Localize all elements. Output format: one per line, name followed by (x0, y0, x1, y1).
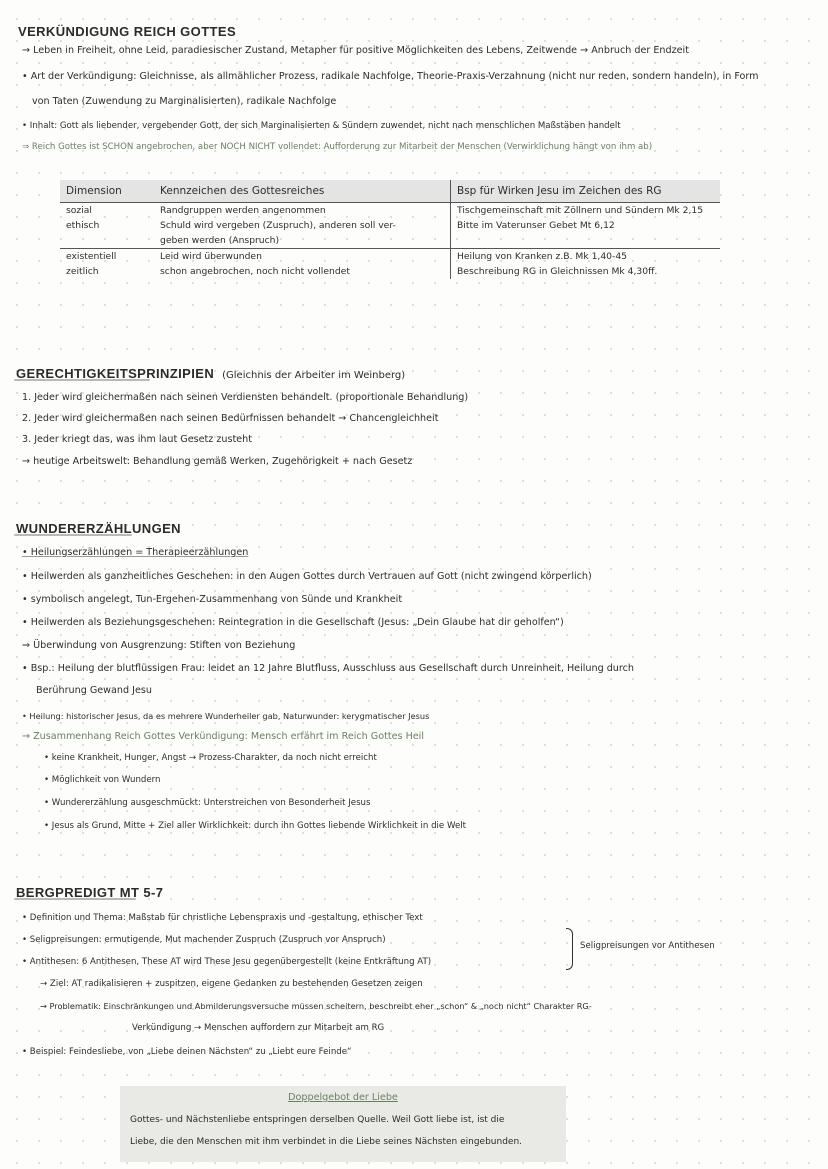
heading-text: GERECHTIGKEITSPRINZIPIEN (16, 366, 215, 381)
text-line: • Inhalt: Gott als liebender, vergebender Gott, der sich Marginalisierten & Sündern zuwendet, nicht nach menschlichen Maßstäben handelt (22, 121, 621, 131)
table-cell: geben werden (Anspruch) (154, 233, 451, 249)
list-item: • Definition und Thema: Maßstab für christliche Lebenspraxis und -gestaltung, ethischer Text (22, 913, 423, 923)
box-text-line: Liebe, die den Menschen mit ihm verbindet in die Liebe seines Nächsten eingebunden. (130, 1137, 523, 1147)
brace-note: Seligpreisungen vor Antithesen (580, 941, 715, 951)
section-title-gerechtigkeit (16, 366, 405, 381)
list-item: • Heilungserzählungen = Therapieerzählungen (22, 547, 249, 558)
list-item: → Ziel: AT radikalisieren + zuspitzen, eigene Gedanken zu bestehenden Gesetzen zeigen (40, 979, 423, 989)
list-item: • keine Krankheit, Hunger, Angst → Prozess-Charakter, da noch nicht erreicht (44, 753, 377, 763)
table-cell: Leid wird überwunden (154, 249, 451, 265)
list-item: • Jesus als Grund, Mitte + Ziel aller Wirklichkeit: durch ihn Gottes liebende Wirklichkeit in die Welt (44, 821, 466, 831)
table-cell: sozial (66, 205, 92, 216)
list-item: → heutige Arbeitswelt: Behandlung gemäß Werken, Zugehörigkeit + nach Gesetz (22, 456, 413, 467)
box-text-line: Gottes- und Nächstenliebe entspringen derselben Quelle. Weil Gott liebe ist, ist die (130, 1115, 505, 1125)
text-line: • Art der Verkündigung: Gleichnisse, als allmählicher Prozess, radikale Nachfolge, Theorie-Praxis-Verzahnung (nicht nur reden, sondern handeln), in Form (22, 71, 759, 82)
table-header: Dimension (60, 180, 154, 203)
highlight-box (120, 1086, 566, 1162)
list-item: 1. Jeder wird gleichermaßen nach seinen Verdiensten behandelt. (proportionale Behandlung) (22, 392, 469, 403)
table-cell (451, 233, 721, 249)
list-item: • Seligpreisungen: ermutigende, Mut machender Zuspruch (Zuspruch vor Anspruch) (22, 935, 386, 945)
list-item: • Antithesen: 6 Antithesen, These AT wird These Jesu gegenübergestellt (keine Entkräftung AT) (22, 957, 432, 967)
list-item: 3. Jeder kriegt das, was ihm laut Gesetz zusteht (22, 434, 253, 445)
table-row (60, 233, 720, 249)
text-line: von Taten (Zuwendung zu Marginalisierten), radikale Nachfolge (32, 96, 337, 107)
section-title-wunder: WUNDERERZÄHLUNGEN (16, 521, 181, 536)
list-item: • Heilwerden als ganzheitliches Geschehen: in den Augen Gottes durch Vertrauen auf Gott (nicht zwingend körperlich) (22, 571, 592, 582)
list-item: • Heilwerden als Beziehungsgeschehen: Reintegration in die Gesellschaft (Jesus: „Dein Glaube hat dir geholfen“) (22, 617, 564, 628)
section-title-bergpredigt: BERGPREDIGT MT 5-7 (16, 885, 164, 900)
list-item: • Heilung: historischer Jesus, da es mehrere Wunderheiler gab, Naturwunder: kerygmatischer Jesus (22, 711, 430, 721)
list-item: 2. Jeder wird gleichermaßen nach seinen Bedürfnissen behandelt → Chancengleichheit (22, 413, 439, 424)
table-row (60, 264, 720, 279)
box-title: Doppelgebot der Liebe (288, 1092, 398, 1103)
list-item: • Möglichkeit von Wundern (44, 775, 161, 785)
table-row (60, 203, 720, 219)
table-header-row (60, 180, 720, 203)
table-cell: Randgruppen werden angenommen (154, 203, 451, 219)
list-item: • Bsp.: Heilung der blutflüssigen Frau: leidet an 12 Jahre Blutfluss, Ausschluss aus Gesellschaft durch Unreinheit, Heilung durch (22, 663, 634, 674)
table-row (60, 249, 720, 265)
heading-subtitle: (Gleichnis der Arbeiter im Weinberg) (222, 370, 406, 381)
table-header: Bsp für Wirken Jesu im Zeichen des RG (451, 180, 721, 203)
table-header: Kennzeichen des Gottesreiches (154, 180, 451, 203)
list-item: • Beispiel: Feindesliebe, von „Liebe deinen Nächsten“ zu „Liebt eure Feinde“ (22, 1047, 352, 1057)
list-item: Verkündigung → Menschen auffordern zur Mitarbeit am RG (132, 1023, 385, 1033)
list-item: → Problematik: Einschränkungen und Abmilderungsversuche müssen scheitern, beschreibt eher „schon“ & „noch nicht“ Charakter RG- (40, 1001, 592, 1011)
table-cell: Tischgemeinschaft mit Zöllnern und Sündern Mk 2,15 (457, 205, 704, 216)
list-item: • Wundererzählung ausgeschmückt: Unterstreichen von Besonderheit Jesus (44, 798, 371, 808)
table-cell: Bitte im Vaterunser Gebet Mt 6,12 (457, 220, 615, 231)
table-row (60, 218, 720, 233)
brace (566, 928, 573, 970)
table-cell: Heilung von Kranken z.B. Mk 1,40-45 (451, 249, 721, 265)
text-line: ⇒ Reich Gottes ist SCHON angebrochen, aber NOCH NICHT vollendet: Aufforderung zur Mitarbeit der Menschen (Verwirklichung hängt von ihm ab) (22, 142, 653, 152)
list-item: • symbolisch angelegt, Tun-Ergehen-Zusammenhang von Sünde und Krankheit (22, 594, 403, 605)
table-cell: Beschreibung RG in Gleichnissen Mk 4,30ff. (457, 266, 658, 277)
table-cell: zeitlich (66, 266, 99, 277)
list-item: Berührung Gewand Jesu (36, 685, 152, 696)
table-cell: existentiell (60, 249, 154, 265)
table-cell: schon angebrochen, noch nicht vollendet (154, 264, 451, 279)
dimension-table (60, 180, 720, 279)
table-cell: Schuld wird vergeben (Zuspruch), anderen soll ver- (154, 218, 451, 233)
list-item: ⇒ Überwindung von Ausgrenzung: Stiften von Beziehung (22, 640, 296, 651)
section-title-reich-gottes: VERKÜNDIGUNG REICH GOTTES (18, 24, 237, 39)
list-item: → Zusammenhang Reich Gottes Verkündigung: Mensch erfährt im Reich Gottes Heil (22, 731, 425, 742)
table-cell: ethisch (66, 220, 100, 231)
text-line: → Leben in Freiheit, ohne Leid, paradiesischer Zustand, Metapher für positive Möglichkeiten des Lebens, Zeitwende → Anbruch der Endzeit (22, 45, 689, 56)
table-cell (60, 233, 154, 249)
